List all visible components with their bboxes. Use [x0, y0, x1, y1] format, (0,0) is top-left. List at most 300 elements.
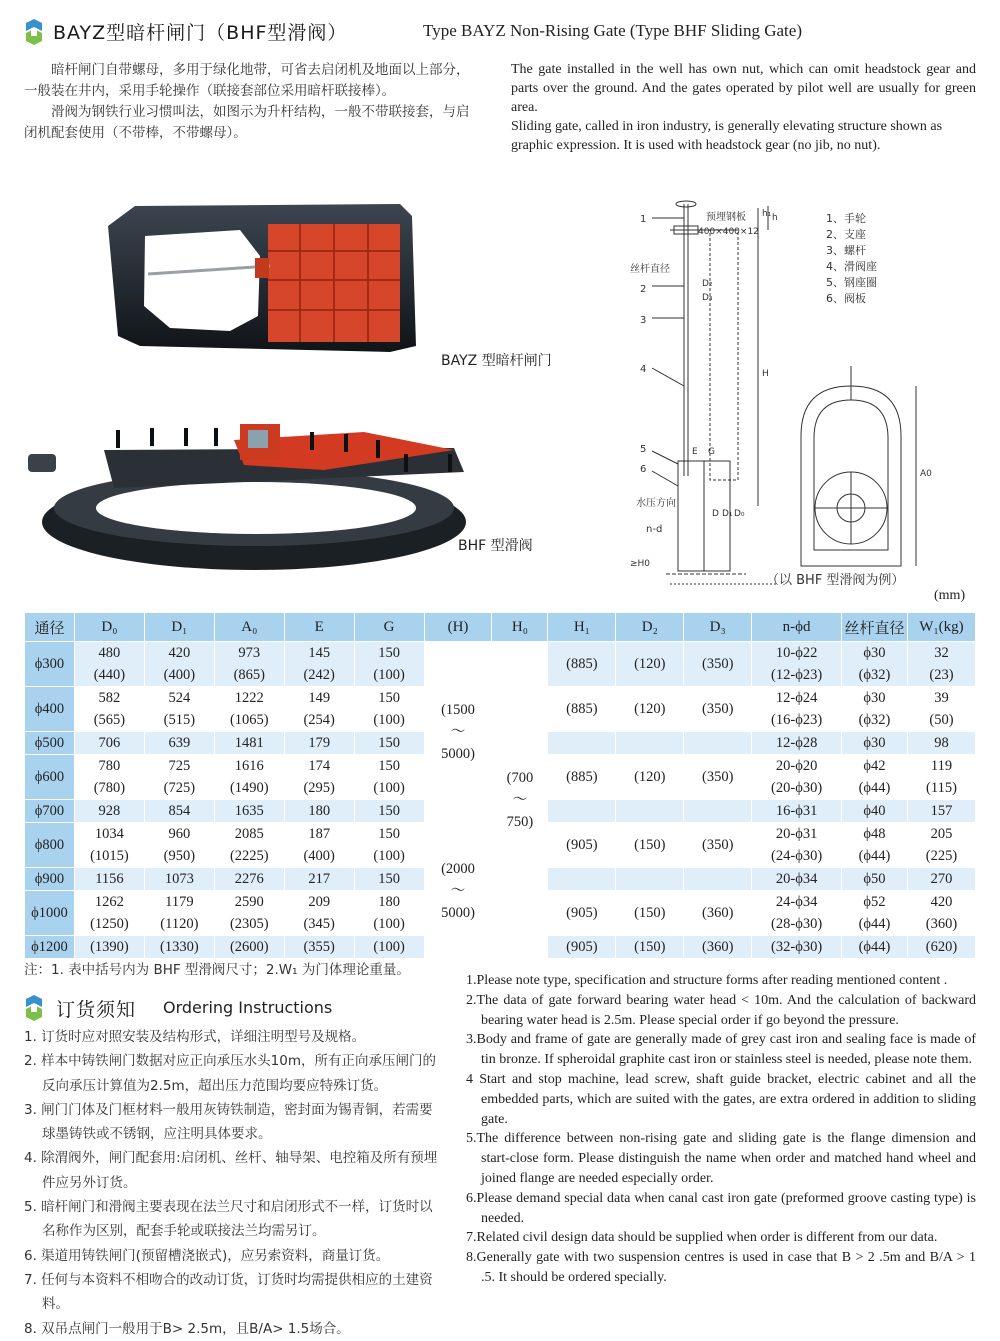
ordering-en-list	[466, 971, 976, 1288]
table-cell	[842, 687, 908, 732]
row-label: ϕ600	[25, 755, 75, 800]
table-cell	[907, 732, 975, 755]
cell-line: (32-ϕ30)	[771, 939, 823, 955]
table-cell	[752, 868, 842, 891]
cell-line: 150	[378, 803, 400, 819]
table-cell	[842, 800, 908, 823]
cell-line: 209	[308, 894, 331, 910]
cell-line: 20-ϕ31	[775, 826, 818, 842]
dim-A0: A0	[920, 469, 932, 479]
bhf-valve-photo	[24, 410, 488, 575]
cell-line: (ϕ32)	[858, 667, 891, 683]
intro-en-p3: graphic expression. It is used with headstock gear (no jib, no nut).	[511, 138, 881, 153]
table-header-cell: 通径	[25, 613, 75, 642]
table-cell	[214, 687, 284, 732]
table-cell	[842, 755, 908, 800]
cell-line: ϕ52	[863, 894, 886, 910]
table-cell	[74, 936, 144, 959]
ordering-title-cn: 订货须知	[56, 999, 137, 1021]
cell-line: (115)	[926, 780, 957, 796]
table-cell	[616, 732, 684, 755]
table-cell	[752, 755, 842, 800]
cell-line: 854	[168, 803, 191, 819]
table-cell	[354, 642, 424, 687]
cell-line: (2225)	[229, 848, 269, 864]
table-cell	[214, 868, 284, 891]
cell-line: 205	[930, 826, 953, 842]
table-cell	[842, 823, 908, 868]
table-header-cell: W₁(kg)	[907, 613, 975, 642]
table-cell	[74, 800, 144, 823]
table-header-cell: H₀	[492, 613, 548, 642]
table-cell	[74, 891, 144, 936]
table-cell: (905)	[548, 823, 616, 868]
cell-line: (865)	[233, 667, 265, 683]
cell-line: (355)	[303, 939, 335, 955]
cell-line: 12-ϕ24	[775, 690, 818, 706]
cell-line: 180	[378, 894, 400, 910]
cell-line: (ϕ44)	[858, 848, 891, 864]
ordering-cn-item: 5. 暗杆闸门和滑阀主要表现在法兰尺寸和启闭形式不一样，订货时以名称作为区别，配套手轮或联接法兰均需另订。	[24, 1199, 433, 1240]
cell-line: 1262	[94, 894, 124, 910]
ordering-logo-icon	[22, 995, 46, 1021]
page-title-cn: BAYZ型暗杆闸门（BHF型滑阀）	[53, 22, 348, 44]
cell-line: (24-ϕ30)	[771, 848, 823, 864]
cell-line: (50)	[929, 712, 954, 728]
cell-line: 145	[308, 645, 331, 661]
cell-line: (1065)	[229, 712, 269, 728]
cell-line: (2305)	[229, 916, 269, 932]
table-cell	[752, 936, 842, 959]
nd-label: n-d	[646, 524, 663, 535]
table-cell: (120)	[616, 687, 684, 732]
ordering-title-en: Ordering Instructions	[163, 998, 333, 1017]
table-cell	[284, 800, 354, 823]
table-cell	[907, 642, 975, 687]
row-label: ϕ700	[25, 800, 75, 823]
table-cell	[548, 732, 616, 755]
table-cell	[354, 891, 424, 936]
cell-line: 270	[930, 871, 953, 887]
cell-line: (1250)	[90, 916, 129, 932]
table-header-cell: H₁	[548, 613, 616, 642]
legend-2: 2、支座	[826, 228, 866, 241]
table-cell	[214, 823, 284, 868]
cell-line: 973	[238, 645, 261, 661]
cell-line: 149	[308, 690, 331, 706]
cell-line: 639	[168, 735, 191, 751]
table-cell	[144, 936, 214, 959]
legend-5: 5、钢座圈	[826, 276, 877, 289]
row-label: ϕ500	[25, 732, 75, 755]
cell-line: (100)	[373, 712, 405, 728]
table-cell	[74, 687, 144, 732]
table-cell	[144, 642, 214, 687]
table-cell: (360)	[684, 891, 752, 936]
table-cell	[144, 732, 214, 755]
table-cell: (360)	[684, 936, 752, 959]
cell-line: (1015)	[90, 848, 129, 864]
cell-line: (780)	[93, 780, 126, 796]
ordering-cn-item: 4. 除渭阀外，闸门配套用:启闭机、丝杆、轴导架、电控箱及所有预埋件应另外订货。	[24, 1150, 438, 1191]
callout-1: 1	[640, 214, 647, 225]
cell-line: (225)	[925, 848, 958, 864]
table-row	[25, 642, 976, 687]
table-cell	[907, 755, 975, 800]
table-cell	[214, 800, 284, 823]
dim-D1: D₁	[722, 509, 733, 519]
dim-E: E	[692, 447, 698, 457]
plate-size: 400×400×12	[698, 227, 759, 237]
ordering-en-item: 8.Generally gate with two suspension centres is used in case that B > 2 .5m and B/A > 1 .5. It should be ordered specially.	[466, 1250, 976, 1285]
table-cell	[907, 823, 975, 868]
cell-line: 180	[308, 803, 331, 819]
legend-6: 6、阀板	[826, 292, 866, 305]
table-cell	[214, 936, 284, 959]
table-cell: (150)	[616, 936, 684, 959]
cell-line: (620)	[925, 939, 958, 955]
cell-line: ϕ30	[863, 690, 886, 706]
row-label: ϕ1000	[25, 891, 75, 936]
table-cell	[74, 868, 144, 891]
table-cell: (905)	[548, 891, 616, 936]
table-cell	[214, 755, 284, 800]
ordering-en-item: 4 Start and stop machine, lead screw, shaft guide bracket, electric cabinet and all the embedded parts, which are suited with the gates, are extra ordered in addition to sliding gate.	[466, 1071, 976, 1127]
cell-line: (2000	[441, 860, 475, 877]
table-cell: (350)	[684, 823, 752, 868]
table-cell	[424, 823, 492, 959]
table-cell	[684, 800, 752, 823]
legend-1: 1、手轮	[826, 212, 866, 225]
table-cell	[842, 732, 908, 755]
cell-line: 1616	[234, 758, 264, 774]
spec-table	[24, 612, 976, 959]
cell-line: 10-ϕ22	[775, 645, 818, 661]
cell-line: (400)	[163, 667, 196, 683]
table-cell	[144, 891, 214, 936]
cell-line: (ϕ32)	[858, 712, 891, 728]
callout-6: 6	[640, 464, 647, 475]
table-cell	[74, 823, 144, 868]
ordering-en-item: 7.Related civil design data should be supplied when order is different from our data.	[466, 1230, 938, 1246]
cell-line: 119	[930, 758, 953, 774]
row-label: ϕ400	[25, 687, 75, 732]
cell-line: ϕ50	[863, 871, 886, 887]
dim-D3: D₃	[702, 293, 713, 303]
table-cell: (120)	[616, 755, 684, 800]
table-cell: (885)	[548, 642, 616, 687]
cell-line: (295)	[303, 780, 335, 796]
table-cell	[907, 800, 975, 823]
table-cell	[144, 800, 214, 823]
callout-4: 4	[640, 364, 647, 375]
table-cell	[548, 868, 616, 891]
table-cell: (905)	[548, 936, 616, 959]
table-cell	[842, 936, 908, 959]
table-cell	[907, 868, 975, 891]
cell-line: (28-ϕ30)	[771, 916, 823, 932]
cell-line: (100)	[373, 916, 405, 932]
table-cell	[424, 642, 492, 823]
table-cell	[907, 936, 975, 959]
cell-line: (242)	[303, 667, 335, 683]
cell-line: 150	[378, 645, 400, 661]
table-cell	[284, 687, 354, 732]
row-label: ϕ300	[25, 642, 75, 687]
table-cell	[752, 732, 842, 755]
cell-line: 582	[98, 690, 121, 706]
table-cell	[354, 800, 424, 823]
callout-3: 3	[640, 315, 647, 326]
cell-line: ～	[450, 724, 466, 740]
cell-line: (ϕ44)	[858, 939, 891, 955]
cell-line: (12-ϕ23)	[771, 667, 823, 683]
ordering-cn-item: 7. 任何与本资料不相吻合的改动订货，订货时均需提供相应的土建资料。	[24, 1271, 433, 1313]
cell-line: 174	[308, 758, 331, 774]
table-cell	[752, 687, 842, 732]
cell-line: 150	[378, 735, 400, 751]
cell-line: 1179	[165, 894, 194, 910]
cell-line: 960	[168, 826, 191, 842]
cell-line: 20-ϕ20	[775, 758, 818, 774]
example-note: （以 BHF 型滑阀为例）	[766, 573, 905, 588]
cell-line: (515)	[163, 712, 196, 728]
cell-line: 39	[934, 690, 949, 706]
cell-line: (1490)	[229, 780, 269, 796]
cell-line: ϕ40	[863, 803, 886, 819]
ordering-cn-list	[24, 1025, 444, 1341]
legend-3: 3、螺杆	[826, 244, 866, 257]
unit-label: (mm)	[934, 588, 966, 603]
table-cell	[354, 936, 424, 959]
intro-en-p2: Sliding gate, called in iron industry, is generally elevating structure shown as	[511, 119, 943, 134]
ordering-en-item: 5.The difference between non-rising gate and sliding gate is the flange dimension and start-close form. Please distinguish the name when order and matched hand wheel and joined flange are needed especially order.	[466, 1131, 976, 1186]
table-cell	[284, 868, 354, 891]
cell-line: (23)	[929, 667, 954, 683]
cell-line: 20-ϕ34	[775, 871, 818, 887]
cell-line: 5000)	[441, 904, 475, 921]
intro-en	[511, 60, 976, 155]
cell-line: 1222	[234, 690, 264, 706]
table-cell	[842, 868, 908, 891]
cell-line: (100)	[373, 780, 405, 796]
cell-line: 1073	[164, 871, 194, 887]
table-cell	[752, 642, 842, 687]
stem-label: 丝杆直径	[630, 264, 670, 275]
table-header-cell: 丝杆直径	[842, 613, 908, 642]
intro-cn-p1: 暗杆闸门自带螺母，多用于绿化地带，可省去启闭机及地面以上部分，一般装在井内，采用手轮操作（联接套部位采用暗杆联接棒）。	[24, 62, 470, 99]
table-cell	[74, 642, 144, 687]
table-cell	[684, 732, 752, 755]
table-cell	[284, 642, 354, 687]
cell-line: 157	[930, 803, 953, 819]
dim-h: h	[772, 213, 778, 223]
table-note: 注：1. 表中括号内为 BHF 型滑阀尺寸；2.W₁ 为门体理论重量。	[24, 962, 410, 978]
table-cell	[284, 755, 354, 800]
cell-line: 750)	[506, 814, 534, 830]
cell-line: (2600)	[229, 939, 269, 955]
callout-2: 2	[640, 284, 647, 295]
dim-D2: D₂	[702, 279, 713, 289]
table-cell: (350)	[684, 755, 752, 800]
cell-line: (725)	[163, 780, 196, 796]
cell-line: (950)	[163, 848, 196, 864]
table-cell	[284, 732, 354, 755]
intro-cn-p2: 滑阀为钢铁行业习惯叫法，如图示为升杆结构，一般不带联接套，与启闭机配套使用（不带棒，不带螺母）。	[24, 104, 470, 141]
ordering-en-item: 3.Body and frame of gate are generally made of grey cast iron and sealing face is made of tin bronze. If spheroidal graphite cast iron or stainless steel is needed, please note them.	[466, 1032, 976, 1068]
cell-line: 98	[934, 735, 949, 751]
table-header-cell: D₂	[616, 613, 684, 642]
ordering-cn-item: 2. 样本中铸铁闸门数据对应正向承压水头10m，所有正向承压闸门的反向承压计算值为2.5m，超出压力范围均要应特殊订货。	[24, 1053, 436, 1094]
table-header-cell: D₀	[74, 613, 144, 642]
cell-line: 150	[378, 871, 400, 887]
cell-line: ～	[512, 792, 528, 808]
cell-line: 2085	[234, 826, 264, 842]
cell-line: 524	[168, 690, 191, 706]
cell-line: 1034	[94, 826, 124, 842]
table-header-cell: n-ϕd	[752, 613, 842, 642]
table-cell	[354, 823, 424, 868]
table-cell	[214, 891, 284, 936]
ordering-cn-item: 8. 双吊点闸门一般用于B> 2.5m，且B/A> 1.5场合。	[24, 1320, 350, 1337]
cell-line: (100)	[373, 939, 405, 955]
table-header-cell: G	[354, 613, 424, 642]
dim-D0: D₀	[734, 509, 745, 519]
cell-line: (ϕ44)	[858, 780, 891, 796]
cell-line: 5000)	[441, 746, 475, 762]
table-cell: (150)	[616, 891, 684, 936]
intro-cn	[24, 60, 476, 144]
dim-D: D	[712, 509, 719, 519]
cell-line: (440)	[93, 667, 126, 683]
cell-line: (ϕ44)	[858, 916, 891, 932]
table-cell: (885)	[548, 755, 616, 800]
pressure-label: 水压方向	[636, 498, 676, 509]
dim-h1: h₁	[762, 209, 772, 219]
row-label: ϕ800	[25, 823, 75, 868]
intro-en-p1: The gate installed in the well has own nut, which can omit headstock gear and parts over the ground. And the gates operated by pilot well are usually for green area.	[511, 62, 976, 115]
table-cell	[907, 687, 975, 732]
cell-line: (360)	[925, 916, 958, 932]
cell-line: 150	[378, 758, 400, 774]
cell-line: ～	[450, 882, 466, 899]
table-cell	[214, 642, 284, 687]
table-header-cell: (H)	[424, 613, 492, 642]
cell-line: (1390)	[90, 939, 129, 955]
dim-H0: ≥H0	[630, 559, 651, 569]
cell-line: 150	[378, 690, 400, 706]
table-cell	[144, 868, 214, 891]
table-cell	[74, 755, 144, 800]
cell-line: ϕ30	[863, 645, 886, 661]
cell-line: 780	[98, 758, 121, 774]
plate-label: 预埋钢板	[706, 212, 746, 223]
ordering-en-item: 2.The data of gate forward bearing water head < 10m. And the calculation of backward bearing water head is 2.5m. Please special order if go beyond the pressure.	[466, 992, 976, 1028]
cell-line: ϕ48	[863, 826, 886, 842]
table-header-cell: A₀	[214, 613, 284, 642]
cell-line: 217	[308, 871, 331, 887]
ordering-cn-item: 1. 订货时应对照安装及结构形式，详细注明型号及规格。	[24, 1029, 366, 1045]
cell-line: 187	[308, 826, 331, 842]
cell-line: (20-ϕ30)	[771, 780, 823, 796]
cell-line: (400)	[303, 848, 335, 864]
table-cell	[144, 755, 214, 800]
dim-G: G	[708, 447, 715, 457]
cell-line: ϕ42	[863, 758, 886, 774]
cell-line: 16-ϕ31	[775, 803, 818, 819]
table-cell	[907, 891, 975, 936]
cell-line: 420	[168, 645, 191, 661]
cell-line: ϕ30	[863, 735, 886, 751]
cell-line: 706	[98, 735, 121, 751]
cell-line: 1156	[95, 871, 124, 887]
cell-line: (1120)	[160, 916, 199, 932]
cell-line: (254)	[303, 712, 335, 728]
cell-line: (100)	[373, 848, 405, 864]
table-cell: (120)	[616, 642, 684, 687]
table-cell	[284, 891, 354, 936]
cell-line: (16-ϕ23)	[771, 712, 823, 728]
cell-line: 32	[934, 645, 949, 661]
cell-line: (1330)	[160, 939, 199, 955]
cell-line: 1635	[234, 803, 264, 819]
table-cell	[74, 732, 144, 755]
page-title-en: Type BAYZ Non-Rising Gate (Type BHF Sliding Gate)	[423, 21, 802, 40]
technical-diagram	[626, 186, 980, 606]
cell-line: 725	[168, 758, 191, 774]
table-header-cell: D₁	[144, 613, 214, 642]
table-cell	[492, 642, 548, 959]
table-cell	[354, 732, 424, 755]
table-cell	[616, 868, 684, 891]
table-cell	[752, 891, 842, 936]
table-cell	[144, 823, 214, 868]
cell-line: (1500	[441, 702, 475, 718]
cell-line: (345)	[303, 916, 335, 932]
ordering-cn-item: 3. 闸门门体及门框材料一般用灰铸铁制造，密封面为锡青铜，若需要球墨铸铁或不锈钢，应注明具体要求。	[24, 1101, 433, 1143]
table-cell	[842, 891, 908, 936]
ordering-en-item: 1.Please note type, specification and structure forms after reading mentioned content .	[466, 973, 948, 988]
table-header-row	[25, 613, 976, 642]
bayz-gate-caption: BAYZ 型暗杆闸门	[441, 353, 552, 369]
table-cell	[354, 687, 424, 732]
table-cell	[354, 755, 424, 800]
legend-4: 4、滑阀座	[826, 260, 877, 273]
table-cell	[842, 642, 908, 687]
cell-line: 24-ϕ34	[775, 894, 818, 910]
dim-H: H	[762, 369, 769, 379]
table-cell	[144, 687, 214, 732]
table-cell: (885)	[548, 687, 616, 732]
bayz-gate-photo	[100, 196, 422, 352]
cell-line: (100)	[373, 667, 405, 683]
cell-line: 179	[308, 735, 331, 751]
ordering-cn-item: 6. 渠道用铸铁闸门(预留槽浇嵌式)，应另索资料，商量订货。	[24, 1247, 390, 1264]
table-cell: (350)	[684, 642, 752, 687]
table-cell	[548, 800, 616, 823]
cell-line: 480	[98, 645, 121, 661]
row-label: ϕ1200	[25, 936, 75, 959]
bhf-valve-caption: BHF 型滑阀	[458, 538, 533, 554]
table-cell	[752, 823, 842, 868]
cell-line: 928	[98, 803, 121, 819]
callout-5: 5	[640, 444, 647, 455]
table-cell	[752, 800, 842, 823]
table-cell	[284, 936, 354, 959]
table-cell	[284, 823, 354, 868]
table-cell	[214, 732, 284, 755]
cell-line: 420	[930, 894, 953, 910]
